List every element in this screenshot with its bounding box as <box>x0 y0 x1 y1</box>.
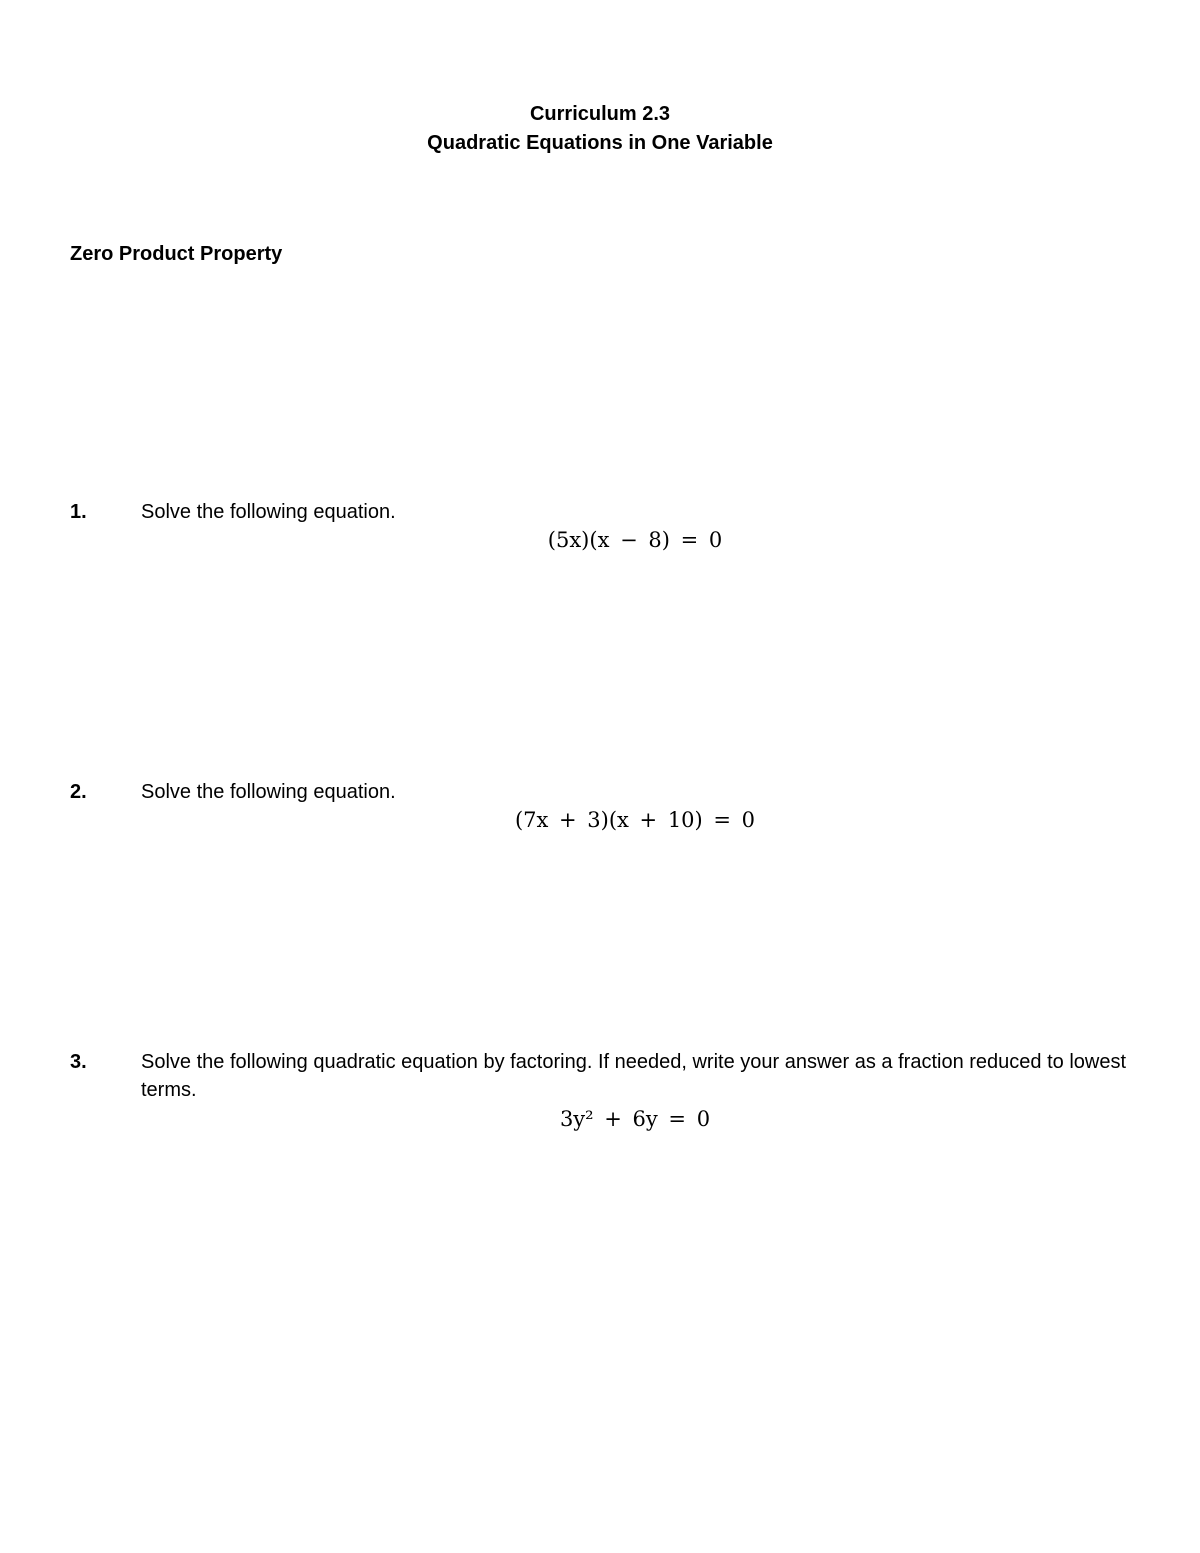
page-title <box>0 100 1200 158</box>
problem-number: 3. <box>70 1051 87 1073</box>
section-heading: Zero Product Property <box>70 243 283 265</box>
problem-number: 1. <box>70 501 87 523</box>
problem-3-equation: 3y² + 6y = 0 <box>559 1107 711 1131</box>
title-line-topic: Quadratic Equations in One Variable <box>427 132 773 154</box>
problem-1-equation: (5x)(x − 8) = 0 <box>547 528 723 552</box>
title-line-curriculum: Curriculum 2.3 <box>529 103 671 125</box>
problem-number: 2. <box>70 781 87 803</box>
problem-2-equation: (7x + 3)(x + 10) = 0 <box>514 808 756 832</box>
problem-instruction: Solve the following equation. <box>141 781 396 803</box>
problem-instruction: Solve the following equation. <box>141 501 396 523</box>
problem-instruction: Solve the following quadratic equation by factoring. If needed, write your answer as a fraction reduced to lowest terms. <box>141 1051 1127 1101</box>
